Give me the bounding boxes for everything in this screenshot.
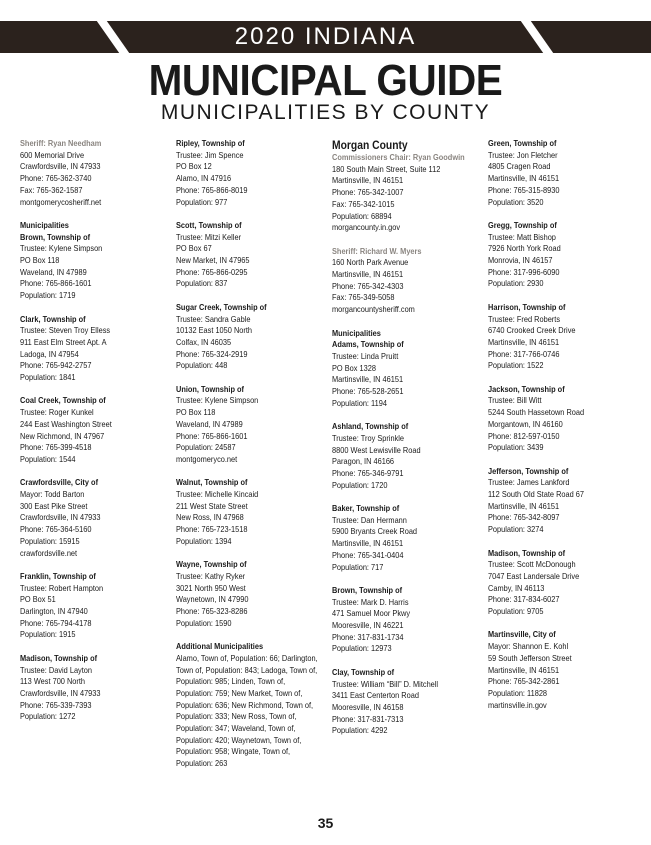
entry-line: Mooresville, IN 46158 [332, 701, 404, 712]
entry-name: Gregg, Township of [488, 219, 557, 230]
entry-line: Phone: 765-342-4303 [332, 280, 404, 291]
entry-line: Morgantown, IN 46160 [488, 418, 563, 429]
entry-line: Population: 1841 [20, 372, 76, 383]
entry-line: Population: 1544 [20, 453, 76, 464]
entry-line: Population: 1590 [176, 617, 232, 628]
entry-line: Phone: 317-831-1734 [332, 631, 404, 642]
entry-line: Trustee: Kathy Ryker [176, 570, 246, 581]
header-banner [0, 21, 651, 53]
entry-line: 7926 North York Road [488, 243, 561, 254]
entry-line: 180 South Main Street, Suite 112 [332, 163, 441, 174]
entry-line: Population: 11828 [488, 687, 548, 698]
entry-line: Phone: 317-996-6090 [488, 266, 560, 277]
entry-line: montgomeryco.net [176, 453, 238, 464]
entry-name: Baker, Township of [332, 503, 400, 514]
entry-line: Trustee: Kylene Simpson [176, 395, 259, 406]
entry-line: Trustee: Roger Kunkel [20, 407, 94, 418]
entry-name: Walnut, Township of [176, 477, 248, 488]
listing-entry [20, 653, 168, 723]
entry-line: Population: 15915 [20, 535, 80, 546]
listing-entry [20, 138, 168, 208]
entry-line: New Market, IN 47965 [176, 255, 250, 266]
entry-line: 911 East Elm Street Apt. A [20, 336, 107, 347]
entry-line: Trustee: Jon Fletcher [488, 149, 558, 160]
entry-line: Crawfordsville, IN 47933 [20, 512, 101, 523]
listing-entry [488, 466, 636, 536]
entry-line: Phone: 765-866-0295 [176, 266, 248, 277]
entry-name: Green, Township of [488, 138, 557, 148]
listing-entry [332, 246, 480, 316]
listing-entry [176, 302, 324, 372]
entry-line: Trustee: Matt Bishop [488, 231, 556, 242]
entry-line: Martinsville, IN 46151 [332, 538, 404, 549]
entry-name: Crawfordsville, City of [20, 477, 99, 488]
entry-line: Population: 4292 [332, 725, 388, 736]
entry-line: montgomerycosheriff.net [20, 196, 102, 207]
entry-line: Trustee: James Lankford [488, 477, 570, 488]
entry-line: 6740 Crooked Creek Drive [488, 325, 576, 336]
page-subtitle: MUNICIPALITIES BY COUNTY [160, 101, 491, 124]
entry-line: Population: 9705 [488, 606, 544, 617]
entry-name: Scott, Township of [176, 219, 242, 230]
entry-line: Martinsville, IN 46151 [488, 173, 560, 184]
entry-line: Trustee: Fred Roberts [488, 313, 561, 324]
listing-entry [332, 138, 480, 234]
entry-line: Fax: 765-342-1015 [332, 198, 395, 209]
entry-line: Phone: 765-528-2651 [332, 386, 404, 397]
entry-name: Jefferson, Township of [488, 465, 569, 476]
entry-line: crawfordsville.net [20, 547, 78, 558]
entry-line: Trustee: William “Bill” D. Mitchell [332, 678, 439, 689]
entry-line: Phone: 765-942-2757 [20, 360, 92, 371]
entry-line: Trustee: Troy Sprinkle [332, 432, 405, 443]
column-4 [488, 138, 636, 723]
entry-line: Phone: 765-323-8286 [176, 606, 248, 617]
entry-line: Population: 24587 [176, 442, 236, 453]
entry-name: Madison, Township of [488, 547, 566, 558]
entry-line: Trustee: Kylene Simpson [20, 243, 103, 254]
entry-line: Phone: 812-597-0150 [488, 430, 560, 441]
entry-name: Harrison, Township of [488, 301, 566, 312]
entry-line: PO Box 51 [20, 594, 56, 605]
entry-line: Phone: 765-364-5160 [20, 524, 92, 535]
entry-line: Trustee: Dan Hermann [332, 514, 407, 525]
entry-line: PO Box 118 [20, 255, 60, 266]
entry-line: Mooresville, IN 46221 [332, 620, 404, 631]
entry-line: 5244 South Hassetown Road [488, 407, 585, 418]
entry-line: 211 West State Street [176, 500, 248, 511]
listing-entry [176, 477, 324, 547]
entry-line: Trustee: Robert Hampton [20, 582, 104, 593]
entry-line: Waveland, IN 47989 [20, 266, 87, 277]
listing-entry [488, 384, 636, 454]
entry-line: Colfax, IN 46035 [176, 336, 232, 347]
entry-line: Phone: 765-723-1518 [176, 524, 248, 535]
entry-line: Martinsville, IN 46151 [332, 175, 404, 186]
listing-entry [488, 302, 636, 372]
page-number: 35 [317, 815, 334, 831]
listing-entry [20, 395, 168, 465]
section-label: Municipalities [20, 219, 69, 230]
entry-line: Phone: 765-342-2861 [488, 676, 560, 687]
entry-line: Phone: 765-794-4178 [20, 617, 92, 628]
entry-line: Phone: 765-342-8097 [488, 512, 560, 523]
entry-line: Waynetown, IN 47990 [176, 594, 249, 605]
entry-name: Additional Municipalities [176, 641, 264, 652]
entry-line: Ladoga, IN 47954 [20, 348, 79, 359]
entry-line: Population: 2930 [488, 278, 544, 289]
entry-line: 471 Samuel Moor Pkwy [332, 608, 411, 619]
entry-name: Franklin, Township of [20, 570, 96, 581]
listing-entry [332, 328, 480, 410]
county-heading: Morgan County [332, 138, 408, 152]
entry-name: Wayne, Township of [176, 559, 247, 570]
entry-line: 5900 Bryants Creek Road [332, 526, 418, 537]
entry-line: Trustee: David Layton [20, 664, 93, 675]
entry-name: Jackson, Township of [488, 383, 565, 394]
section-label: Municipalities [332, 327, 381, 338]
listing-entry [176, 138, 324, 208]
entry-line: Population: 3439 [488, 442, 544, 453]
banner-title: 2020 INDIANA [234, 23, 417, 50]
additional-municipalities-text: Alamo, Town of, Population: 66; Darlington, Town of, Population: 843; Ladoga, Town of, Population: 985; Linden, Town of, Population: 759; New Market, Town of, Population: 636; New Richmond, Town of, Population: 333; New Ross, Town of, Population: 347; Waveland, Town of, Population: 420; Waynetown, Town of, Population: 958; Wingate, Town of, Population: 263 [176, 652, 318, 769]
entry-name: Commissioners Chair: Ryan Goodwin [332, 152, 465, 162]
listing-entry [488, 548, 636, 618]
entry-line: 113 West 700 North [20, 676, 86, 687]
entry-line: 7047 East Landersale Drive [488, 570, 580, 581]
entry-name: Madison, Township of [20, 652, 98, 663]
listing-entry [176, 559, 324, 629]
entry-line: Martinsville, IN 46151 [488, 664, 560, 675]
entry-line: Crawfordsville, IN 47933 [20, 687, 101, 698]
entry-name: Sheriff: Ryan Needham [20, 138, 102, 148]
entry-line: Martinsville, IN 46151 [332, 269, 404, 280]
entry-name: Brown, Township of [332, 584, 403, 595]
listing-entry [176, 641, 324, 770]
entry-line: 3021 North 950 West [176, 582, 246, 593]
listing-entry [20, 220, 168, 302]
entry-line: Fax: 765-362-1587 [20, 184, 83, 195]
listing-entry [20, 571, 168, 641]
entry-line: Trustee: Bill Witt [488, 395, 542, 406]
listing-entry [332, 585, 480, 655]
entry-name: Adams, Township of [332, 339, 404, 350]
entry-line: morgancounty.in.gov [332, 222, 401, 233]
entry-name: Sugar Creek, Township of [176, 301, 267, 312]
entry-line: 3411 East Centerton Road [332, 690, 419, 701]
entry-line: Phone: 765-866-1601 [20, 278, 92, 289]
entry-line: Phone: 765-342-1007 [332, 187, 404, 198]
entry-name: Clark, Township of [20, 313, 86, 324]
listing-entry [176, 220, 324, 290]
entry-line: Trustee: Jim Spence [176, 149, 244, 160]
entry-line: Alamo, IN 47916 [176, 173, 232, 184]
entry-line: Trustee: Mitzi Keller [176, 231, 242, 242]
entry-line: PO Box 118 [176, 407, 216, 418]
entry-line: Phone: 765-866-8019 [176, 184, 248, 195]
entry-line: Population: 3274 [488, 524, 544, 535]
entry-line: 59 South Jefferson Street [488, 652, 572, 663]
entry-name: Ashland, Township of [332, 421, 409, 432]
entry-line: Mayor: Shannon E. Kohl [488, 641, 569, 652]
entry-line: Phone: 765-362-3740 [20, 173, 92, 184]
listing-entry [332, 667, 480, 737]
entry-name: Coal Creek, Township of [20, 395, 106, 406]
entry-line: Population: 1720 [332, 479, 388, 490]
entry-line: Population: 448 [176, 360, 228, 371]
entry-line: Population: 3520 [488, 196, 544, 207]
entry-line: Martinsville, IN 46151 [488, 500, 560, 511]
entry-name: Union, Township of [176, 383, 245, 394]
entry-line: Population: 1394 [176, 535, 232, 546]
entry-line: Darlington, IN 47940 [20, 606, 88, 617]
entry-line: Martinsville, IN 46151 [488, 336, 560, 347]
listing-entry [488, 138, 636, 208]
entry-name: Sheriff: Richard W. Myers [332, 245, 422, 256]
listing-entry [488, 220, 636, 290]
entry-line: Population: 1915 [20, 629, 76, 640]
entry-line: Paragon, IN 46166 [332, 456, 395, 467]
entry-line: Trustee: Sandra Gable [176, 313, 251, 324]
listing-entry [176, 384, 324, 466]
entry-line: PO Box 67 [176, 243, 212, 254]
entry-line: 160 North Park Avenue [332, 257, 409, 268]
entry-line: 244 East Washington Street [20, 418, 112, 429]
entry-line: Phone: 765-315-8930 [488, 184, 560, 195]
entry-line: martinsville.in.gov [488, 699, 547, 710]
entry-line: Trustee: Steven Troy Elless [20, 325, 111, 336]
entry-line: Phone: 317-831-7313 [332, 713, 404, 724]
entry-line: 4805 Cragen Road [488, 161, 551, 172]
entry-name: Brown, Township of [20, 231, 91, 242]
column-3 [332, 138, 480, 749]
entry-line: Phone: 765-346-9791 [332, 467, 404, 478]
entry-line: Population: 837 [176, 278, 228, 289]
entry-line: Population: 12973 [332, 643, 392, 654]
entry-line: Monrovia, IN 46157 [488, 255, 553, 266]
entry-line: Fax: 765-349-5058 [332, 292, 395, 303]
entry-line: Population: 68894 [332, 210, 392, 221]
entry-line: Trustee: Mark D. Harris [332, 596, 409, 607]
listing-entry [332, 421, 480, 491]
listing-entry [20, 314, 168, 384]
entry-line: Phone: 765-324-2919 [176, 348, 248, 359]
listing-entry [20, 477, 168, 559]
entry-line: Camby, IN 46113 [488, 582, 545, 593]
listing-entry [488, 629, 636, 711]
entry-line: Phone: 765-339-7393 [20, 699, 92, 710]
entry-line: Trustee: Michelle Kincaid [176, 489, 259, 500]
entry-line: Phone: 317-834-6027 [488, 594, 560, 605]
entry-name: Clay, Township of [332, 666, 395, 677]
entry-line: Trustee: Linda Pruitt [332, 350, 399, 361]
entry-line: PO Box 1328 [332, 362, 376, 373]
entry-line: morgancountysheriff.com [332, 304, 415, 315]
entry-line: 112 South Old State Road 67 [488, 489, 585, 500]
entry-line: Waveland, IN 47989 [176, 418, 243, 429]
entry-line: Population: 1522 [488, 360, 544, 371]
entry-name: Martinsville, City of [488, 629, 556, 640]
entry-line: Phone: 317-766-0746 [488, 348, 560, 359]
entry-line: Population: 1719 [20, 290, 76, 301]
entry-line: Population: 977 [176, 196, 228, 207]
entry-line: Phone: 765-399-4518 [20, 442, 92, 453]
entry-line: Trustee: Scott McDonough [488, 559, 576, 570]
column-2 [176, 138, 324, 782]
column-1 [20, 138, 168, 735]
entry-line: Population: 717 [332, 561, 384, 572]
entry-line: 600 Memorial Drive [20, 149, 85, 160]
entry-line: New Richmond, IN 47967 [20, 430, 105, 441]
entry-line: New Ross, IN 47968 [176, 512, 244, 523]
entry-name: Ripley, Township of [176, 138, 245, 148]
entry-line: Crawfordsville, IN 47933 [20, 161, 101, 172]
entry-line: 10132 East 1050 North [176, 325, 253, 336]
entry-line: 300 East Pike Street [20, 500, 88, 511]
page-title: MUNICIPAL GUIDE [148, 56, 503, 105]
entry-line: Mayor: Todd Barton [20, 489, 85, 500]
entry-line: Phone: 765-866-1601 [176, 430, 248, 441]
entry-line: 8800 West Lewisville Road [332, 444, 421, 455]
entry-line: Martinsville, IN 46151 [332, 374, 404, 385]
entry-line: Phone: 765-341-0404 [332, 549, 404, 560]
entry-line: PO Box 12 [176, 161, 212, 172]
listing-entry [332, 503, 480, 573]
entry-line: Population: 1194 [332, 397, 387, 408]
entry-line: Population: 1272 [20, 711, 76, 722]
